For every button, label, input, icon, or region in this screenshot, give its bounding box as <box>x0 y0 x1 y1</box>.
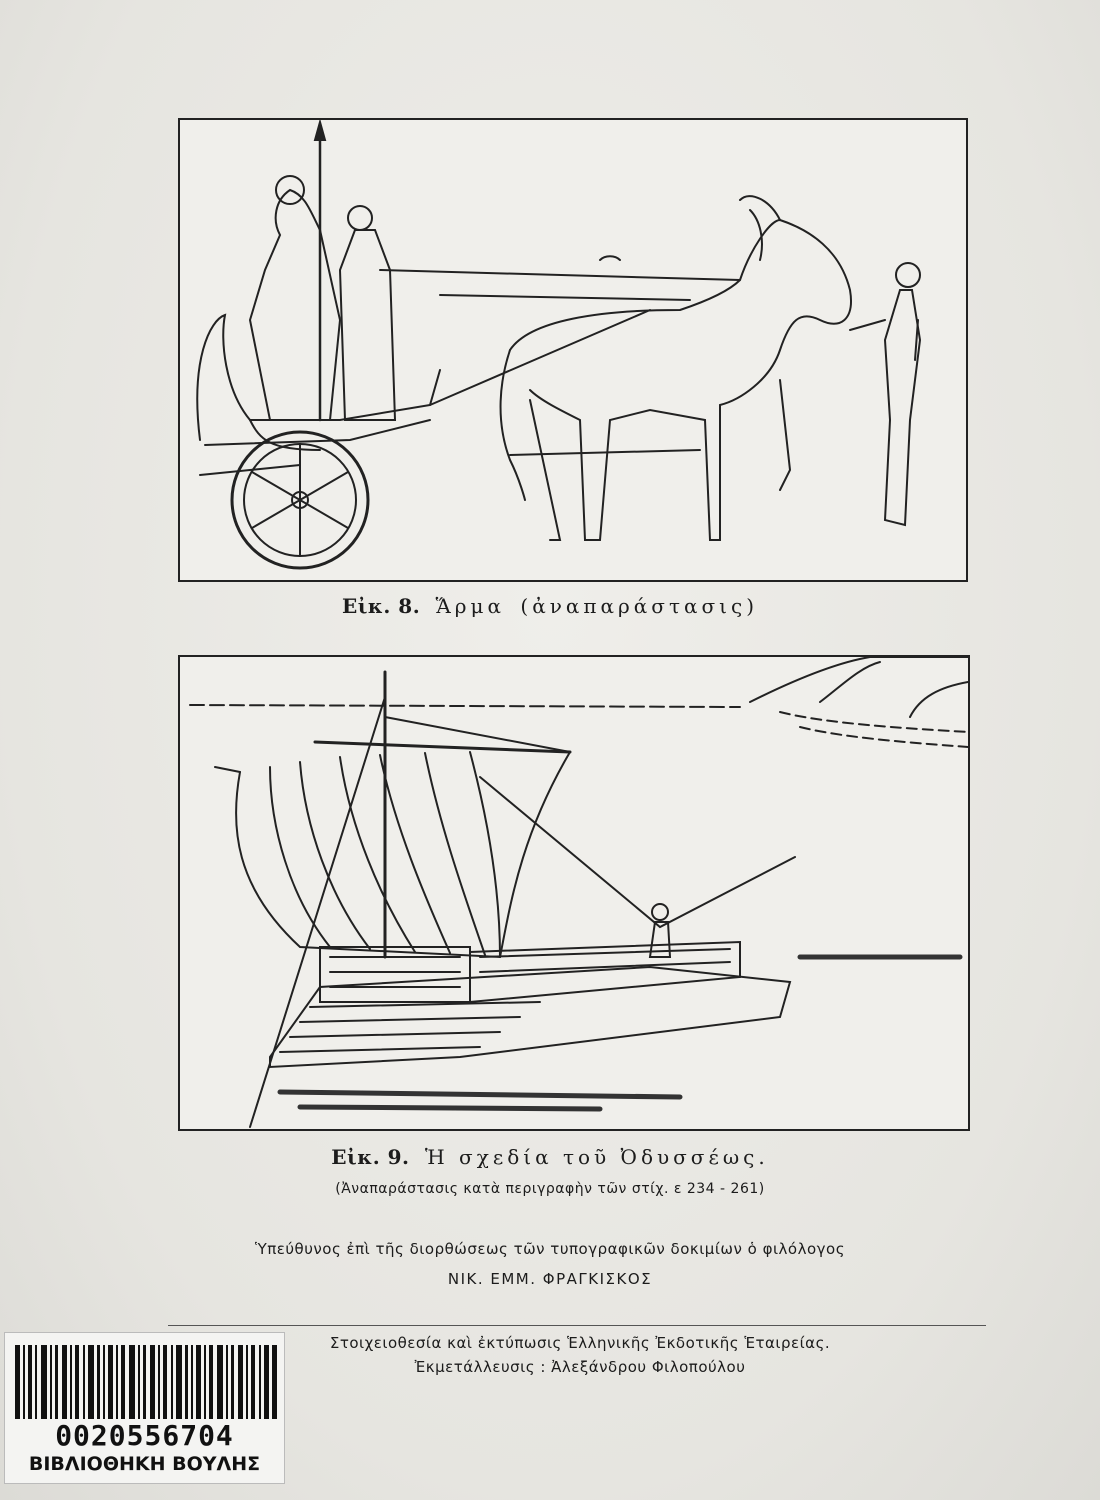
chariot-drawing <box>180 120 966 580</box>
proofreader-name: ΝΙΚ. ΕΜΜ. ΦΡΑΓΚΙΣΚΟΣ <box>447 1270 653 1288</box>
chariot-illustration <box>178 118 968 582</box>
figure-8-caption <box>0 594 1100 618</box>
raft-illustration <box>178 655 970 1131</box>
figure-9-caption <box>0 1145 1100 1169</box>
figure-9-number: Εἰκ. 9. <box>331 1145 410 1169</box>
figure-8-title: Ἅρμα <box>435 594 506 618</box>
raft-drawing <box>180 657 968 1129</box>
divider <box>168 1325 986 1326</box>
barcode-number: 0020556704 <box>55 1419 234 1452</box>
printer-line-1: Στοιχειοθεσία καὶ ἐκτύπωσις Ἑλληνικῆς Ἐκδοτικῆς Ἑταιρείας. <box>329 1334 831 1352</box>
figure-8-note: (ἀναπαράστασις) <box>520 594 759 618</box>
library-name: ΒΙΒΛΙΟΘΗΚΗ ΒΟΥΛΗΣ <box>28 1453 261 1475</box>
barcode-icon <box>15 1345 277 1419</box>
figure-9-title: Ἡ σχεδία τοῦ Ὀδυσσέως. <box>424 1145 769 1169</box>
library-stamp <box>4 1332 285 1484</box>
figure-9-note: (Ἀναπαράστασις κατὰ περιγραφὴν τῶν στίχ. ε 234 - 261) <box>335 1181 765 1197</box>
printer-line-2: Ἐκμετάλλευσις : Ἀλεξάνδρου Φιλοπούλου <box>414 1358 746 1376</box>
proofreader-credit: Ὑπεύθυνος ἐπὶ τῆς διορθώσεως τῶν τυπογραφικῶν δοκιμίων ὁ φιλόλογος <box>254 1240 846 1258</box>
figure-8-number: Εἰκ. 8. <box>341 594 421 618</box>
